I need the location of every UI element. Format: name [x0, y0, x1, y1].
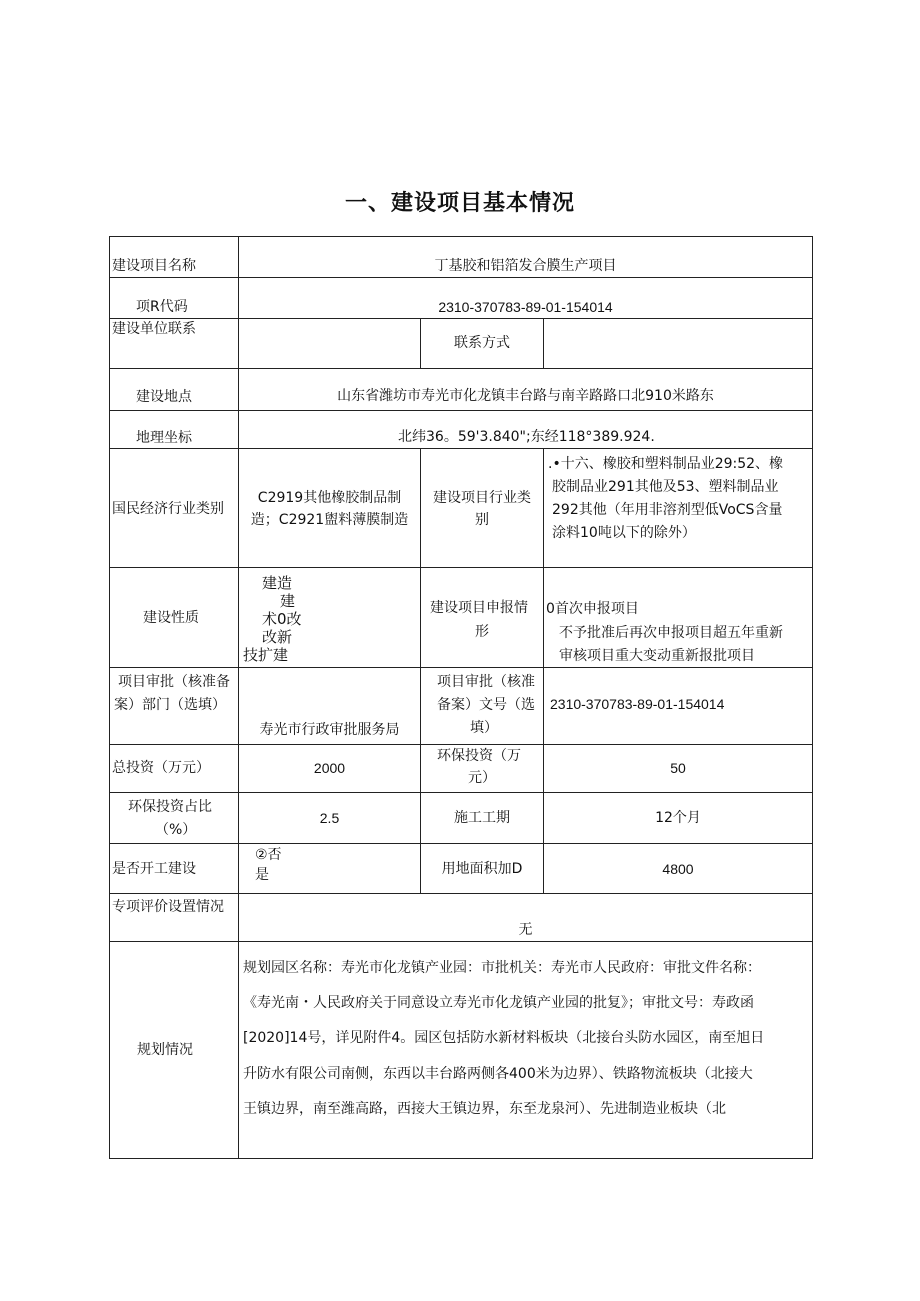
approval-doc-label-line3: 填）	[470, 720, 498, 736]
planning-text-line1: 规划园区名称：寿光市化龙镇产业园：市批机关：寿光市人民政府：审批文件名称：	[243, 960, 761, 976]
started-option-line1: ②否	[255, 847, 282, 863]
land-area-label: 用地面积加D	[441, 861, 523, 877]
project-category-line1: .•十六、橡胶和塑料制品业29:52、橡	[548, 456, 784, 472]
unit-contact-label: 建设单位联系	[112, 321, 196, 337]
total-investment-label: 总投资（万元）	[112, 760, 210, 776]
project-name-value: 丁基胶和铝箔发合膜生产项目	[434, 258, 617, 274]
report-status-label-line2: 形	[475, 624, 489, 640]
industry-value-line1: C2919其他橡胶制品制	[257, 490, 402, 506]
construction-nature-label: 建设性质	[143, 610, 199, 626]
location-label: 建设地点	[136, 389, 192, 405]
env-ratio-value: 2.5	[319, 810, 340, 826]
planning-text-line3: [2020]14号，详见附件4。园区包括防水新材料板块（北接台头防水园区，南至旭日	[243, 1030, 765, 1046]
planning-text-line5: 王镇边界，南至潍高路，西接大王镇边界，东至龙泉河）、先进制造业板块（北	[243, 1101, 726, 1117]
env-investment-label-line2: 元）	[468, 770, 496, 786]
planning-label: 规划情况	[137, 1042, 193, 1058]
approval-doc-label-line2: 备案）文号（选	[437, 697, 535, 713]
nature-option-line4: 改新	[262, 628, 293, 646]
approval-dept-label-line2: 案）部门（选填）	[114, 697, 226, 713]
nature-option-line5: 技扩建	[243, 646, 289, 664]
nature-option-line3: 术0改	[262, 610, 302, 628]
env-ratio-label-line1: 环保投资占比	[128, 799, 212, 815]
special-evaluation-label: 专项评价设置情况	[112, 899, 224, 915]
approval-doc-value: 2310-370783-89-01-154014	[550, 696, 725, 712]
land-area-value: 4800	[662, 861, 694, 877]
started-option-line2: 是	[255, 867, 269, 883]
construction-period-label: 施工工期	[454, 810, 510, 826]
started-label: 是否开工建设	[112, 861, 196, 877]
industry-label: 国民经济行业类别	[112, 501, 224, 517]
nature-option-line1: 建造	[262, 574, 293, 592]
report-status-line3: 审核项目重大变动重新报批项目	[559, 648, 755, 664]
env-ratio-label-line2: （%）	[155, 822, 197, 838]
approval-doc-label-line1: 项目审批（核准	[437, 674, 535, 690]
project-name-label: 建设项目名称	[112, 258, 196, 274]
industry-value-line2: 造；C2921盥料薄膜制造	[250, 512, 409, 528]
env-investment-label-line1: 环保投资（万	[437, 748, 521, 764]
project-category-line4: 涂料10吨以下的除外）	[552, 525, 696, 541]
project-category-line3: 292其他（年用非溶剂型低VoCS含量	[552, 502, 783, 518]
report-status-label-line1: 建设项目申报情	[430, 600, 528, 616]
approval-dept-label-line1: 项目审批（核准备	[118, 674, 230, 690]
page-title: 一、建设项目基本情况	[344, 191, 575, 216]
report-status-line2: 不予批准后再次申报项目超五年重新	[559, 625, 783, 641]
special-evaluation-value: 无	[518, 922, 533, 938]
planning-text-line4: 升防水有限公司南侧，东西以丰台路两侧各400米为边界）、铁路物流板块（北接大	[243, 1066, 753, 1082]
coordinates-value: 北纬36。59'3.840";东经118°389.924.	[398, 429, 655, 445]
construction-period-value: 12个月	[655, 810, 701, 826]
project-code-value: 2310-370783-89-01-154014	[438, 299, 613, 315]
planning-text-line2: 《寿光南・人民政府关于同意设立寿光市化龙镇产业园的批复》；审批文号：寿政函	[243, 995, 754, 1011]
total-investment-value: 2000	[313, 760, 346, 776]
project-category-label-line2: 别	[475, 512, 489, 528]
project-category-label-line1: 建设项目行业类	[433, 490, 531, 506]
project-code-label: 项R代码	[136, 299, 188, 315]
project-category-line2: 胶制品业291其他及53、塑料制品业	[552, 479, 779, 495]
contact-method-label: 联系方式	[454, 335, 510, 351]
coordinates-label: 地理坐标	[136, 430, 192, 446]
approval-dept-value: 寿光市行政审批服务局	[259, 722, 400, 738]
report-status-line1: 0首次申报项目	[546, 601, 639, 617]
location-value: 山东省潍坊市寿光市化龙镇丰台路与南辛路路口北910米路东	[337, 388, 714, 404]
nature-option-line2: 建	[280, 592, 296, 610]
env-investment-value: 50	[670, 760, 686, 776]
